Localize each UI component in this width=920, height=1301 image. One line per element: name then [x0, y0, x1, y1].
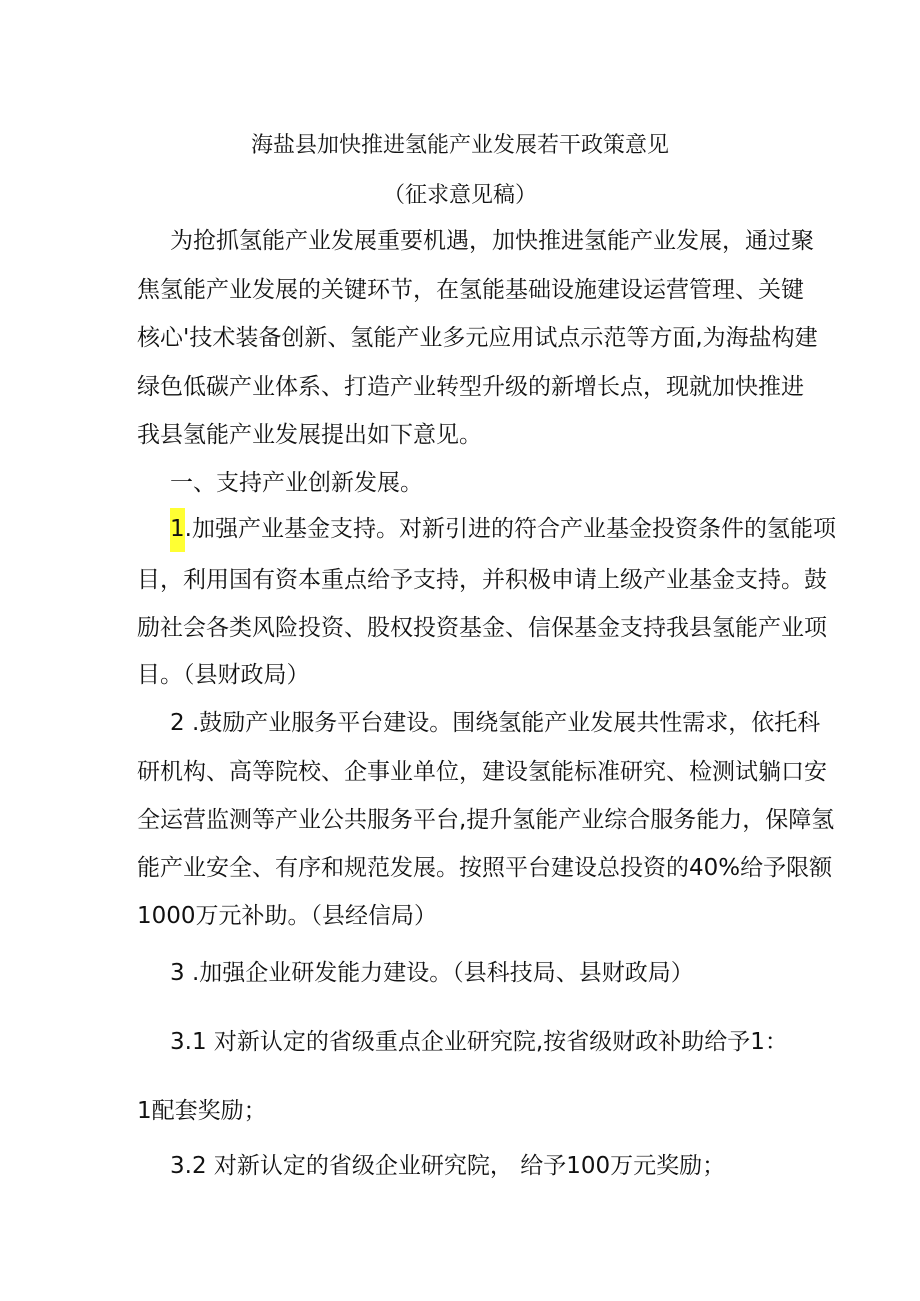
item2-line: 研机构、高等院校、企事业单位，建设氢能标准研究、检测试躺口安: [137, 759, 827, 785]
item1-first-line: [170, 514, 836, 544]
intro-line: 为抢抓氢能产业发展重要机遇，加快推进氢能产业发展，通过聚: [170, 228, 814, 254]
intro-line: 我县氢能产业发展提出如下意见。: [137, 422, 482, 448]
item3-heading: 3 .加强企业研发能力建设。（县科技局、县财政局）: [170, 960, 694, 986]
intro-line: 核心'技术装备创新、氢能产业多元应用试点示范等方面,为海盐构建: [137, 325, 818, 351]
highlighted-number: 1: [170, 508, 185, 552]
item2-line: 2 .鼓励产业服务平台建设。围绕氢能产业发展共性需求，依托科: [170, 710, 821, 736]
intro-line: 焦氢能产业发展的关键环节，在氢能基础设施建设运营管理、关键: [137, 277, 804, 303]
item2-line: 能产业安全、有序和规范发展。按照平台建设总投资的40%给予限额: [137, 855, 833, 881]
item1-text: .加强产业基金支持。对新引进的符合产业基金投资条件的氢能项: [184, 516, 836, 542]
section-heading: 一、支持产业创新发展。: [170, 470, 423, 496]
document-subtitle: （征求意见稿）: [382, 183, 537, 208]
item1-line: 目。（县财政局）: [137, 662, 310, 688]
document-title: 海盐县加快推进氢能产业发展若干政策意见: [250, 133, 669, 158]
item2-line: 全运营监测等产业公共服务平台,提升氢能产业综合服务能力，保障氢: [137, 807, 835, 833]
intro-line: 绿色低碳产业体系、打造产业转型升级的新增长点，现就加快推进: [137, 374, 804, 400]
item1-line: 励社会各类风险投资、股权投资基金、信保基金支持我县氢能产业项: [137, 615, 827, 641]
item1-line: 目，利用国有资本重点给予支持，并积极申请上级产业基金支持。鼓: [137, 567, 827, 593]
item3-2-line: 3.2 对新认定的省级企业研究院， 给予100万元奖励；: [170, 1153, 726, 1179]
item2-line: 1000万元补助。（县经信局）: [137, 903, 438, 929]
item3-1-line: 3.1 对新认定的省级重点企业研究院,按省级财政补助给予1：: [170, 1029, 788, 1055]
item3-1-continued: 1配套奖励；: [137, 1098, 267, 1124]
